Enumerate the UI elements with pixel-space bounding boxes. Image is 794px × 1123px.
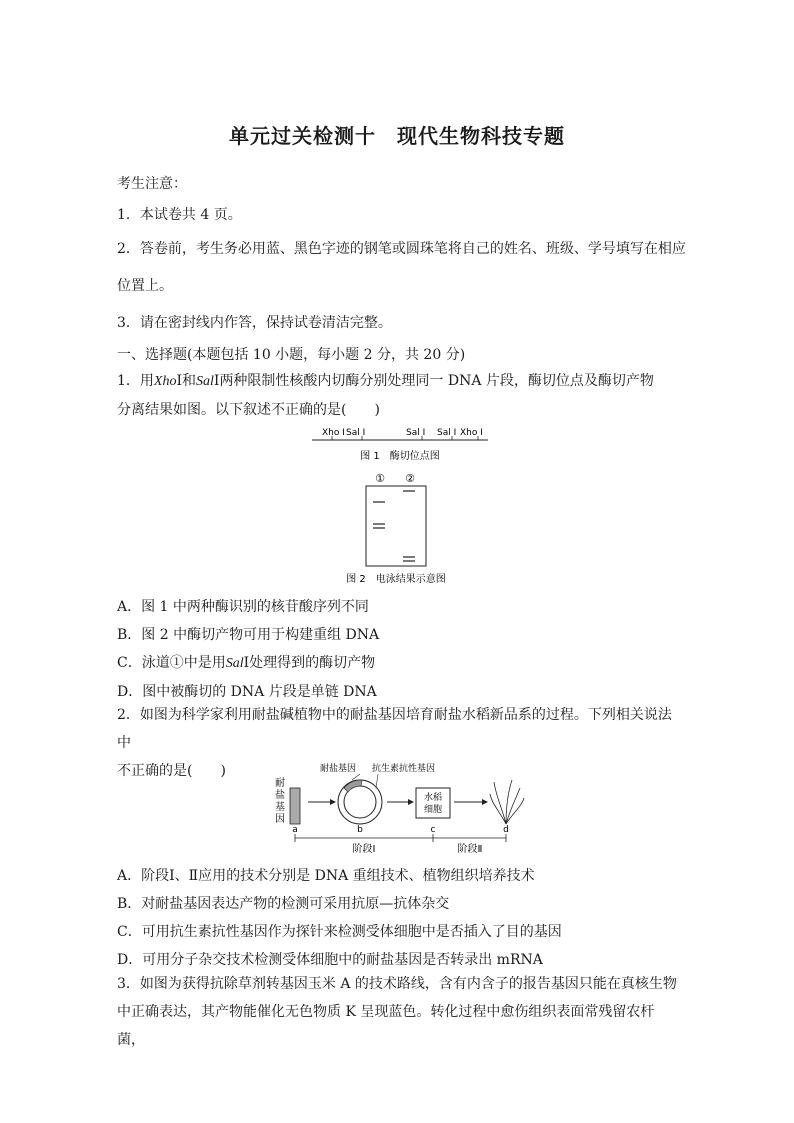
site-label-1: Xho Ⅰ [322, 428, 345, 438]
notice-heading: 考生注意： [117, 176, 187, 192]
label-a: a [292, 825, 298, 835]
question-1-options [117, 593, 682, 706]
section-heading: 一、选择题(本题包括 10 小题，每小题 2 分，共 20 分) [117, 347, 466, 363]
lane-1-label: ① [375, 472, 385, 485]
plasmid-gene-segment [344, 780, 362, 792]
gel-frame [366, 486, 426, 566]
stage-2-label: 阶段Ⅱ [457, 844, 483, 855]
notice-item-2-cont: 位置上。 [117, 278, 173, 294]
figure-2-electrophoresis [330, 470, 470, 588]
lane-2-label: ② [405, 472, 415, 485]
figure-1-caption: 图 1 酶切位点图 [360, 451, 440, 462]
gene-vertical-char: 因 [275, 814, 285, 825]
stage-1-label: 阶段Ⅰ [352, 844, 376, 855]
notice-item-3: 3．请在密封线内作答，保持试卷清洁完整。 [117, 315, 392, 331]
rice-plant-icon [490, 780, 524, 824]
question-2-options [117, 862, 682, 974]
resistance-label: 抗生素抗性基因 [372, 764, 436, 774]
page-title: 单元过关检测十 现代生物科技专题 [229, 124, 565, 148]
gene-vertical-char: 基 [275, 802, 285, 813]
gene-label: 耐盐基因 [320, 764, 357, 774]
question-1-stem [117, 367, 682, 424]
question-3-stem [117, 970, 682, 1054]
gene-vertical-char: 盐 [275, 790, 285, 801]
option-2d: D．可用分子杂交技术检测受体细胞中的耐盐基因是否转录出 mRNA [117, 952, 543, 968]
option-1b: B．图 2 中酶切产物可用于构建重组 DNA [117, 627, 380, 643]
figure-gene-transfer [270, 758, 530, 858]
notice-item-1: 1．本试卷共 4 页。 [117, 207, 242, 223]
question-3-line-1: 3．如图为获得抗除草剂转基因玉米 A 的技术路线，含有内含子的报告基因只能在真核生物 [117, 976, 677, 992]
site-label-4: Sal Ⅰ [437, 428, 457, 438]
figure-2-caption: 图 2 电泳结果示意图 [346, 574, 446, 585]
option-2c: C．可用抗生素抗性基因作为探针来检测受体细胞中是否插入了目的基因 [117, 924, 562, 940]
option-2a: A．阶段Ⅰ、Ⅱ应用的技术分别是 DNA 重组技术、植物组织培养技术 [117, 868, 535, 884]
label-d: d [503, 825, 509, 835]
site-label-2: Sal Ⅰ [346, 428, 366, 438]
option-1d: D．图中被酶切的 DNA 片段是单链 DNA [117, 684, 377, 700]
figure-1-site-map [300, 424, 500, 466]
option-1a: A．图 1 中两种酶识别的核苷酸序列不同 [117, 599, 369, 615]
label-c: c [430, 825, 436, 835]
salt-gene-block [290, 788, 300, 824]
site-label-5: Xho Ⅰ [460, 428, 483, 438]
plasmid-outer [338, 780, 382, 824]
site-label-3: Sal Ⅰ [406, 428, 426, 438]
label-b: b [357, 825, 363, 835]
question-2-line-1: 2．如图为科学家利用耐盐碱植物中的耐盐基因培育耐盐水稻新品系的过程。下列相关说法中 [117, 707, 672, 751]
question-1-line-1: 1．用XhoⅠ和SalⅠ两种限制性核酸内切酶分别处理同一 DNA 片段，酶切位点及酶切产物 [117, 373, 654, 389]
option-2b: B．对耐盐基因表达产物的检测可采用抗原—抗体杂交 [117, 896, 450, 912]
rice-cell-label-2: 细胞 [423, 805, 443, 815]
gene-vertical-char: 耐 [275, 778, 285, 789]
notice-item-2: 2．答卷前，考生务必用蓝、黑色字迹的钢笔或圆珠笔将自己的姓名、班级、学号填写在相应 [117, 241, 686, 257]
option-1c: C．泳道①中是用SalⅠ处理得到的酶切产物 [117, 655, 376, 671]
question-1-line-2: 分离结果如图。以下叙述不正确的是( ) [117, 402, 380, 418]
question-3-line-2: 中正确表达，其产物能催化无色物质 K 呈现蓝色。转化过程中愈伤组织表面常残留农杆菌， [117, 1004, 655, 1048]
rice-cell-label-1: 水稻 [423, 793, 443, 803]
question-2-line-2: 不正确的是( ) [117, 763, 226, 779]
